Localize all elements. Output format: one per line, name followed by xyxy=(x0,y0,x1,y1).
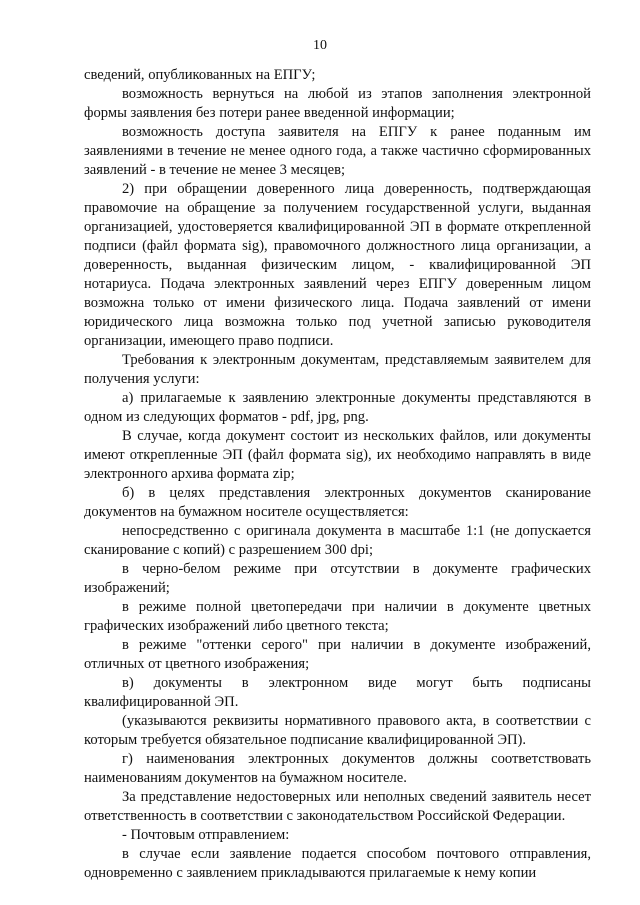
paragraph: сведений, опубликованных на ЕПГУ; xyxy=(84,67,316,83)
paragraph: 2) при обращении доверенного лица доверенность, подтверждающая правомочие на обращение за получением государственной услуги, выданная организацией, удостоверяется квалифицированной ЭП в формате открепленной подписи (файл формата sig), правомочного должностного лица организации, а доверенность, выданная физическим лицом, - квалифицированной ЭП нотариуса. Подача электронных заявлений через ЕПГУ доверенным лицом возможна только от имени физического лица. Подача заявлений от имени юридического лица возможна только под учетной записью руководителя организации, имеющего право подписи. xyxy=(84,181,591,349)
paragraph: в черно-белом режиме при отсутствии в документе графических изображений; xyxy=(84,561,591,596)
paragraph: Требования к электронным документам, представляемым заявителем для получения услуги: xyxy=(84,352,591,387)
paragraph: За представление недостоверных или неполных сведений заявитель несет ответственность в соответствии с законодательством Российской Федерации. xyxy=(84,789,591,824)
paragraph: (указываются реквизиты нормативного правового акта, в соответствии с которым требуется обязательное подписание квалифицированной ЭП). xyxy=(84,713,591,748)
paragraph: возможность доступа заявителя на ЕПГУ к ранее поданным им заявлениями в течение не менее одного года, а также частично сформированных заявлений - в течение не менее 3 месяцев; xyxy=(84,124,591,178)
paragraph: в случае если заявление подается способом почтового отправления, одновременно с заявлением прикладываются прилагаемые к нему копии xyxy=(84,846,591,881)
paragraph: б) в целях представления электронных документов сканирование документов на бумажном носителе осуществляется: xyxy=(84,485,591,520)
paragraph: - Почтовым отправлением: xyxy=(122,827,290,843)
paragraph: в) документы в электронном виде могут быть подписаны квалифицированной ЭП. xyxy=(84,675,591,710)
page-number: 10 xyxy=(313,38,327,53)
paragraph: г) наименования электронных документов должны соответствовать наименованиям документов на бумажном носителе. xyxy=(84,751,591,786)
paragraph: в режиме полной цветопередачи при наличии в документе цветных графических изображений либо цветного текста; xyxy=(84,599,591,634)
paragraph: возможность вернуться на любой из этапов заполнения электронной формы заявления без потери ранее введенной информации; xyxy=(84,86,591,121)
body-text xyxy=(84,66,591,883)
paragraph: В случае, когда документ состоит из нескольких файлов, или документы имеют открепленные ЭП (файл формата sig), их необходимо направлять в виде электронного архива формата zip; xyxy=(84,428,591,482)
paragraph: в режиме "оттенки серого" при наличии в документе изображений, отличных от цветного изображения; xyxy=(84,637,591,672)
paragraph: непосредственно с оригинала документа в масштабе 1:1 (не допускается сканирование с копий) с разрешением 300 dpi; xyxy=(84,523,591,558)
paragraph: а) прилагаемые к заявлению электронные документы представляются в одном из следующих форматов - pdf, jpg, png. xyxy=(84,390,591,425)
